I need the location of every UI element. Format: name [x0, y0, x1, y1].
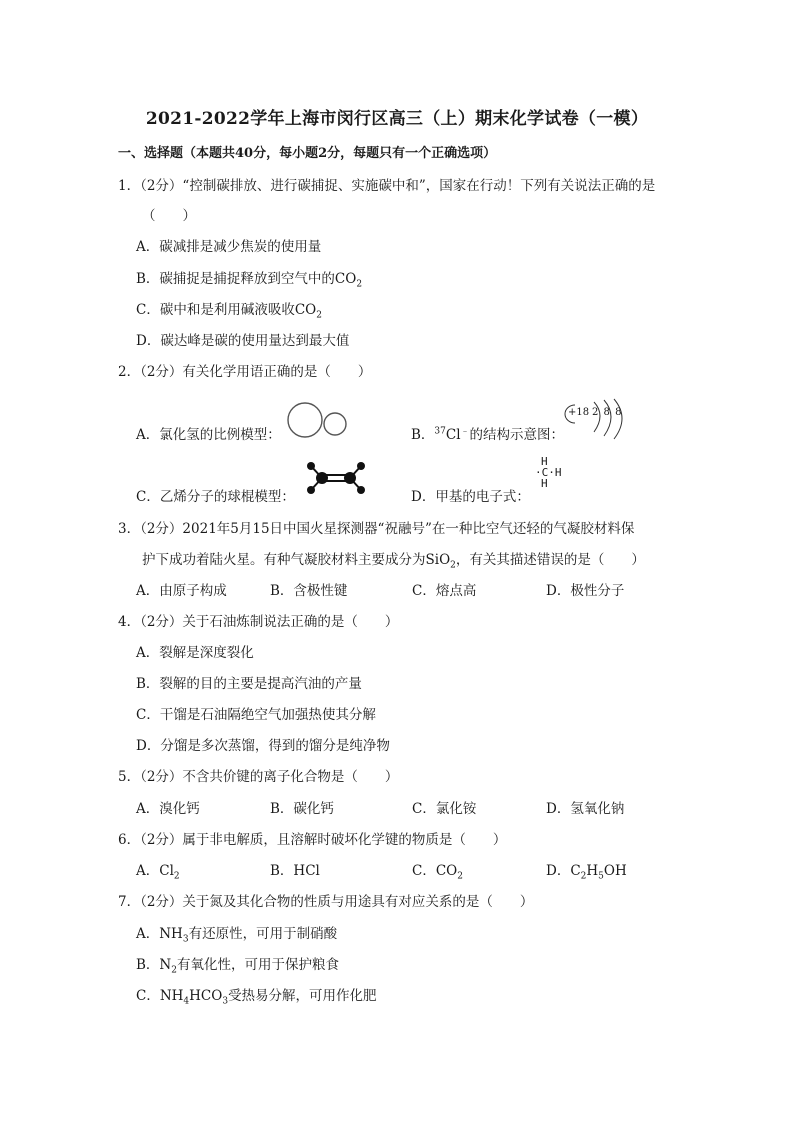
question-7-option-a: A．$NH_3$有还原性，可用于制硝酸 [136, 926, 338, 945]
question-2-option-d: D．甲基的电子式： [411, 489, 530, 505]
question-2-option-b: B．$^{37}$Cl﹣的结构示意图： [411, 426, 565, 443]
question-2-option-a: A．氯化氢的比例模型： [136, 427, 281, 443]
page-title: 2021-2022学年上海市闵行区高三（上）期末化学试卷（一模） [145, 109, 649, 129]
question-5-option-b: B．碳化钙 [270, 801, 334, 817]
question-4-option-a: A．裂解是深度裂化 [136, 645, 254, 661]
question-3-option-b: B．含极性键 [270, 583, 348, 599]
question-3-options [136, 582, 696, 600]
question-5-option-c: C．氯化铵 [412, 801, 477, 817]
question-3-option-d: D．极性分子 [546, 583, 625, 599]
ethylene-ball-stick-model [302, 458, 370, 498]
hcl-space-filling-model [286, 401, 356, 441]
atom-nucleus-charge: +18 [568, 407, 590, 418]
question-5-option-a: A．溴化钙 [136, 801, 200, 817]
chloride-atom-structure-diagram [564, 398, 634, 440]
question-2-option-c: C．乙烯分子的球棍模型： [136, 489, 295, 505]
question-1-option-d: D．碳达峰是碳的使用量达到最大值 [136, 333, 350, 349]
question-7-option-b: B．$N_2$有氧化性，可用于保护粮食 [136, 957, 339, 976]
question-6-option-c: C．$CO_2$ [412, 863, 463, 882]
atom-electron-shells: 2 8 8 [592, 407, 623, 418]
question-2-stem: 2．（2分）有关化学用语正确的是（ ） [118, 364, 372, 380]
question-1-stem: 1．（2分）“控制碳排放、进行碳捕捉、实施碳中和”，国家在行动！下列有关说法正确的是 [118, 178, 656, 194]
question-1-stem-cont: （ ） [142, 208, 196, 224]
methyl-electron-formula: H ·C·H H [535, 455, 562, 490]
question-1-option-a: A．碳减排是减少焦炭的使用量 [136, 239, 322, 255]
question-4-option-c: C．干馏是石油隔绝空气加强热使其分解 [136, 707, 376, 723]
question-4-stem: 4．（2分）关于石油炼制说法正确的是（ ） [118, 614, 399, 630]
question-3-stem-cont: 护下成功着陆火星。有种气凝胶材料主要成分为SiO$_2$，有关其描述错误的是（ ） [142, 552, 645, 571]
question-6-option-b: B．HCl [270, 863, 320, 879]
question-7-stem: 7．（2分）关于氮及其化合物的性质与用途具有对应关系的是（ ） [118, 894, 534, 910]
question-5-option-d: D．氢氧化钠 [546, 801, 625, 817]
question-4-option-b: B．裂解的目的主要是提高汽油的产量 [136, 676, 362, 692]
question-6-options [136, 862, 696, 880]
question-3-stem: 3．（2分）2021年5月15日中国火星探测器“祝融号”在一种比空气还轻的气凝胶材料保 [118, 521, 635, 537]
question-3-option-c: C．熔点高 [412, 583, 477, 599]
question-6-stem: 6．（2分）属于非电解质，且溶解时破坏化学键的物质是（ ） [118, 832, 507, 848]
question-5-options [136, 800, 696, 818]
question-6-option-a: A．$Cl_2$ [136, 863, 180, 882]
question-4-option-d: D．分馏是多次蒸馏，得到的馏分是纯净物 [136, 738, 390, 754]
question-1-option-b: B．碳捕捉是捕捉释放到空气中的$CO_2$ [136, 271, 363, 290]
question-1-option-c: C．碳中和是利用碱液吸收$CO_2$ [136, 302, 322, 321]
section-heading: 一、选择题（本题共40分，每小题2分，每题只有一个正确选项） [118, 146, 497, 161]
question-5-stem: 5．（2分）不含共价键的离子化合物是（ ） [118, 769, 399, 785]
question-3-option-a: A．由原子构成 [136, 583, 227, 599]
question-7-option-c: C．$NH_4HCO_3$受热易分解，可用作化肥 [136, 988, 377, 1007]
question-6-option-d: D．$C_2H_5OH$ [546, 863, 627, 882]
